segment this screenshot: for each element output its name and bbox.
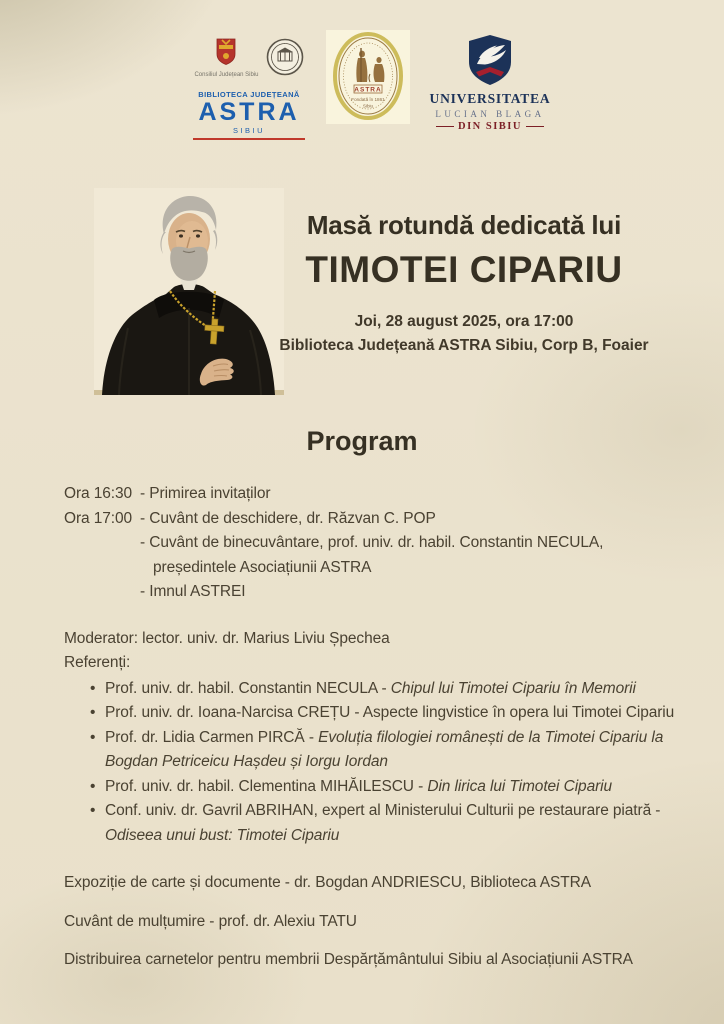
schedule-item: - Primirea invitaților bbox=[140, 485, 271, 502]
referent-speaker: Conf. univ. dr. Gavril ABRIHAN, expert al Ministerului Culturii pe restaurare piatră bbox=[105, 802, 652, 819]
university-city: DIN SIBIU bbox=[458, 121, 522, 132]
library-round-seal-icon bbox=[266, 38, 304, 76]
university-name-line3 bbox=[428, 121, 552, 132]
library-logo bbox=[193, 38, 305, 140]
schedule-time: Ora 17:00 bbox=[64, 509, 133, 527]
shield-icon bbox=[216, 38, 236, 65]
referent-speaker: Prof. univ. dr. Ioana-Narcisa CREȚU bbox=[105, 704, 351, 721]
university-shield-icon bbox=[466, 34, 514, 86]
university-logo bbox=[428, 34, 552, 132]
moderator-line: Moderator: lector. univ. dr. Marius Liviu Șpechea bbox=[64, 629, 390, 647]
referent-speaker: Prof. univ. dr. habil. Constantin NECULA bbox=[105, 679, 378, 697]
referent-item: • Prof. univ. dr. Ioana-Narcisa CREȚU - Aspecte lingvistice în opera lui Timotei Cipariu bbox=[64, 701, 684, 726]
referents-list bbox=[64, 677, 684, 849]
astra-seal-city: Sibiu bbox=[362, 103, 374, 109]
referent-item: • Prof. dr. Lidia Carmen PIRCĂ - Evoluția filologiei românești de la Timotei Cipariu la Bogdan Petriceicu Hașdeu și Iorgu Iordan bbox=[64, 726, 684, 775]
astra-seal-emblem-icon bbox=[326, 30, 410, 124]
program-content bbox=[64, 482, 684, 973]
referent-work: Aspecte lingvistice în opera lui Timotei Cipariu bbox=[362, 704, 675, 721]
portrait-illustration bbox=[94, 188, 284, 395]
event-datetime: Joi, 28 august 2025, ora 17:00 bbox=[354, 313, 574, 330]
library-city: SIBIU bbox=[232, 126, 266, 136]
county-council-label: Consiliul Județean Sibiu bbox=[194, 72, 259, 78]
schedule-item: - Cuvânt de deschidere, dr. Răzvan C. POP bbox=[140, 509, 436, 527]
referent-item: • Conf. univ. dr. Gavril ABRIHAN, expert al Ministerului Culturii pe restaurare piatră - Odiseea unui bust: Timotei Cipariu bbox=[64, 799, 684, 848]
astra-association-seal bbox=[326, 30, 410, 124]
referent-work: Odiseea unui bust: Timotei Cipariu bbox=[105, 826, 340, 844]
schedule-time: Ora 16:30 bbox=[64, 485, 133, 502]
referents-label: Referenți: bbox=[64, 654, 131, 671]
closing-lines bbox=[64, 871, 684, 973]
closing-line: Cuvânt de mulțumire - prof. dr. Alexiu TATU bbox=[64, 912, 357, 930]
event-location: Biblioteca Județeană ASTRA Sibiu, Corp B, Foaier bbox=[279, 337, 649, 354]
schedule-item: - Cuvânt de binecuvântare, prof. univ. dr. habil. Constantin NECULA, președintele Asociațiunii ASTRA bbox=[140, 534, 604, 576]
timotei-cipariu-portrait bbox=[94, 188, 284, 395]
library-name-line1: BIBLIOTECA JUDEȚEANĂ bbox=[198, 90, 300, 99]
closing-line: Expoziție de carte și documente - dr. Bogdan ANDRIESCU, Biblioteca ASTRA bbox=[64, 874, 591, 891]
event-title: TIMOTEI CIPARIU bbox=[305, 249, 623, 290]
program-heading: Program bbox=[306, 426, 418, 456]
event-subtitle: Masă rotundă dedicată lui bbox=[306, 210, 622, 240]
referent-work: Chipul lui Timotei Cipariu în Memorii bbox=[390, 679, 636, 697]
university-rule-left bbox=[436, 126, 454, 128]
schedule-row bbox=[64, 507, 684, 605]
library-logo-rule bbox=[193, 138, 305, 140]
astra-seal-name: ASTRA bbox=[354, 86, 382, 94]
astra-seal-founded: Fondată în 1861 bbox=[351, 97, 385, 102]
university-rule-right bbox=[526, 126, 544, 128]
referent-item: • Prof. univ. dr. habil. Clementina MIHĂILESCU - Din lirica lui Timotei Cipariu bbox=[64, 775, 684, 800]
schedule-items bbox=[140, 507, 684, 605]
referent-item: • Prof. univ. dr. habil. Constantin NECULA - Chipul lui Timotei Cipariu în Memorii bbox=[64, 677, 684, 702]
closing-line: Distribuirea carnetelor pentru membrii Despărțământului Sibiu al Asociațiunii ASTRA bbox=[64, 951, 633, 968]
schedule-items bbox=[140, 482, 684, 507]
library-name: ASTRA bbox=[198, 98, 300, 126]
schedule-row bbox=[64, 482, 684, 507]
schedule bbox=[64, 482, 684, 605]
county-coat-of-arms bbox=[194, 38, 258, 79]
referent-work: Din lirica lui Timotei Cipariu bbox=[427, 777, 613, 795]
university-name-line2: LUCIAN BLAGA bbox=[435, 109, 545, 119]
schedule-item: - Imnul ASTREI bbox=[140, 583, 246, 600]
referent-speaker: Prof. univ. dr. habil. Clementina MIHĂILESCU bbox=[105, 777, 414, 795]
event-header bbox=[268, 210, 660, 355]
referent-speaker: Prof. dr. Lidia Carmen PIRCĂ bbox=[105, 728, 305, 746]
library-logo-emblems bbox=[193, 38, 305, 86]
university-name-line1: UNIVERSITATEA bbox=[429, 91, 551, 106]
referent-work: Evoluția filologiei românești de la Timotei Cipariu la Bogdan Petriceicu Hașdeu și Iorgu Iordan bbox=[105, 728, 664, 770]
